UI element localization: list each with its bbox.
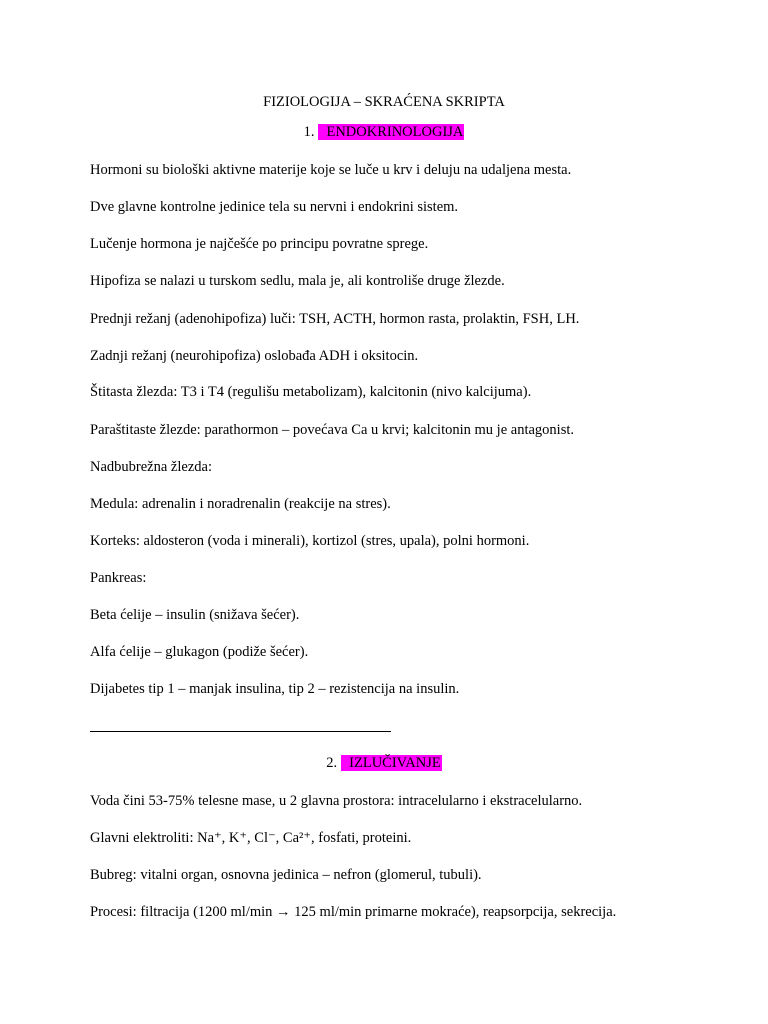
- paragraph: Nadbubrežna žlezda:: [90, 459, 212, 475]
- paragraph: Hipofiza se nalazi u turskom sedlu, mala je, ali kontroliše druge žlezde.: [90, 273, 505, 289]
- document-title: FIZIOLOGIJA – SKRAĆENA SKRIPTA: [263, 94, 505, 110]
- section-heading-label: IZLUČIVANJE: [341, 755, 442, 771]
- paragraph: Štitasta žlezda: T3 i T4 (regulišu metabolizam), kalcitonin (nivo kalcijuma).: [90, 384, 532, 400]
- paragraph: Procesi: filtracija (1200 ml/min → 125 ml/min primarne mokraće), reapsorpcija, sekrecija.: [90, 904, 617, 920]
- section-heading-endokrinologija: [0, 123, 768, 141]
- section-heading-izlucivanje: [0, 754, 768, 772]
- paragraph: Zadnji režanj (neurohipofiza) oslobađa ADH i oksitocin.: [90, 348, 419, 364]
- paragraph: Voda čini 53-75% telesne mase, u 2 glavna prostora: intracelularno i ekstracelularno.: [90, 793, 583, 809]
- section-heading-label: ENDOKRINOLOGIJA: [318, 124, 464, 140]
- paragraph: Prednji režanj (adenohipofiza) luči: TSH, ACTH, hormon rasta, prolaktin, FSH, LH.: [90, 311, 580, 327]
- paragraph: Dve glavne kontrolne jedinice tela su nervni i endokrini sistem.: [90, 199, 459, 215]
- paragraph: Beta ćelije – insulin (snižava šećer).: [90, 607, 300, 623]
- paragraph: Medula: adrenalin i noradrenalin (reakcije na stres).: [90, 496, 391, 512]
- paragraph: Lučenje hormona je najčešće po principu povratne sprege.: [90, 236, 429, 252]
- paragraph: Hormoni su biološki aktivne materije koje se luče u krv i deluju na udaljena mesta.: [90, 162, 572, 178]
- paragraph: Korteks: aldosteron (voda i minerali), kortizol (stres, upala), polni hormoni.: [90, 533, 530, 549]
- paragraph: Paraštitaste žlezde: parathormon – povećava Ca u krvi; kalcitonin mu je antagonist.: [90, 422, 574, 438]
- paragraph: Pankreas:: [90, 570, 147, 586]
- paragraph: Dijabetes tip 1 – manjak insulina, tip 2 – rezistencija na insulin.: [90, 681, 460, 697]
- paragraph: Glavni elektroliti: Na⁺, K⁺, Cl⁻, Ca²⁺, fosfati, proteini.: [90, 830, 412, 846]
- paragraph: Alfa ćelije – glukagon (podiže šećer).: [90, 644, 309, 660]
- horizontal-divider: [90, 731, 391, 732]
- section-number: 1.: [303, 124, 315, 140]
- paragraph: Bubreg: vitalni organ, osnovna jedinica – nefron (glomerul, tubuli).: [90, 867, 482, 883]
- section-number: 2.: [326, 755, 338, 771]
